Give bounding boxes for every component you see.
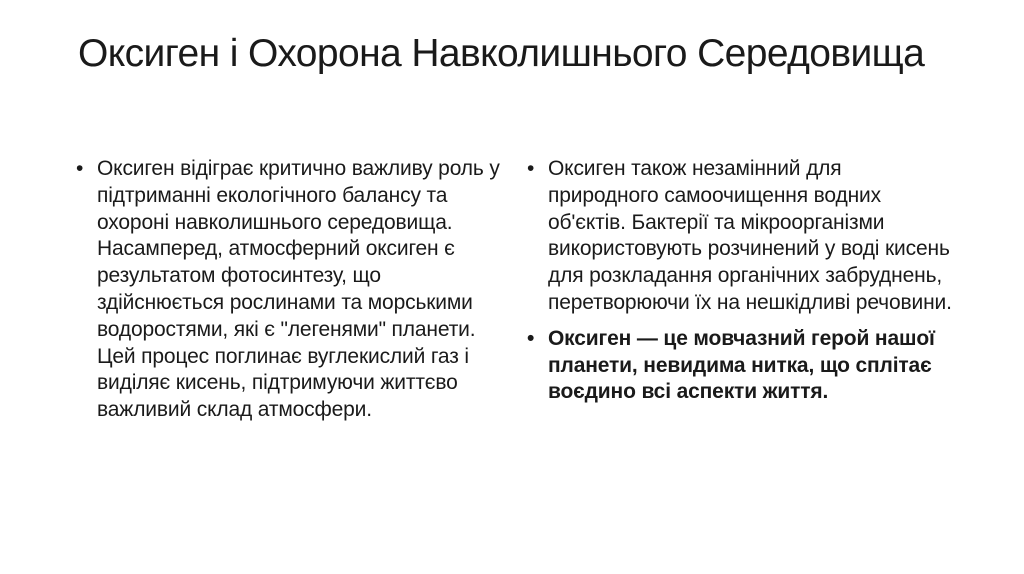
bullet-text: Оксиген також незамінний для природного самоочищення водних об'єктів. Бактерії та мікроорганізми використовують розчинений у воді кисень для розкладання органічних забруднень, перетворюючи їх на нешкідливі речовини. xyxy=(548,157,952,314)
bullet-dot-icon: • xyxy=(76,157,84,180)
bullet-text: Оксиген відіграє критично важливу роль у підтриманні екологічного балансу та охороні навколишнього середовища. Насамперед, атмосферний оксиген є результатом фотосинтезу, що здійснюється рослинами та морськими водоростями, які є "легенями" планети. Цей процес поглинає вуглекислий газ і виділяє кисень, підтримуючи життєво важливий склад атмосфери. xyxy=(97,157,500,422)
bullet-dot-icon: • xyxy=(527,326,535,350)
slide-title: Оксиген і Охорона Навколишнього Середовища xyxy=(78,32,925,75)
left-column xyxy=(76,156,506,433)
right-column xyxy=(527,156,957,415)
bullet-item-conclusion xyxy=(527,326,957,406)
bullet-item-photosynthesis xyxy=(76,156,506,424)
bullet-text-bold: Оксиген — це мовчазний герой нашої планети, невидима нитка, що сплітає воєдино всі аспекти життя. xyxy=(548,326,935,404)
bullet-dot-icon: • xyxy=(527,157,535,180)
bullet-item-water-purification xyxy=(527,156,957,317)
